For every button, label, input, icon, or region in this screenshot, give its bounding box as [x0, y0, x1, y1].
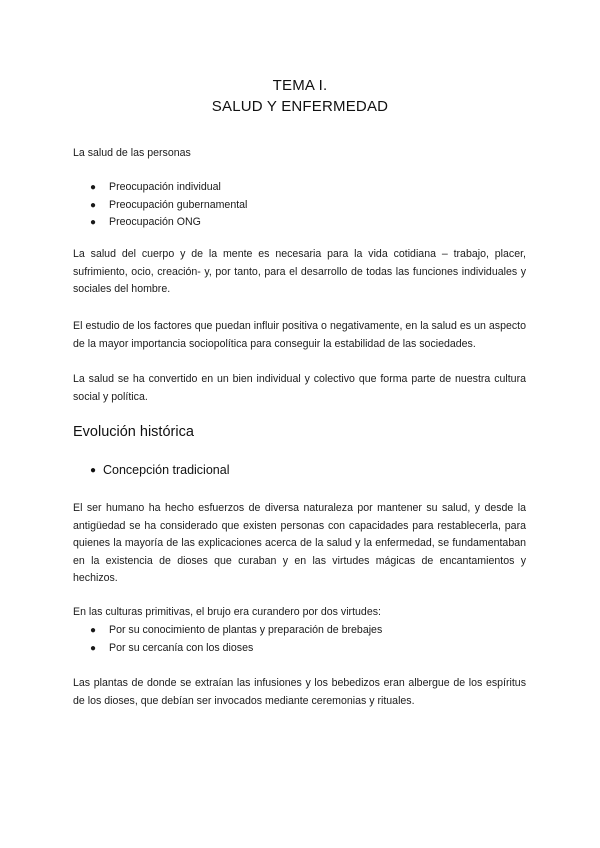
bullet-icon: ●	[90, 182, 97, 193]
concerns-list	[73, 179, 526, 232]
doc-title-line2: SALUD Y ENFERMEDAD	[211, 98, 389, 115]
list-item	[73, 622, 526, 640]
subsection-heading	[73, 463, 229, 477]
paragraph-primitive-cultures: En las culturas primitivas, el brujo era curandero por dos virtudes:	[73, 606, 381, 618]
list-item-text: Preocupación ONG	[109, 216, 201, 228]
list-item	[73, 179, 526, 197]
list-item-text: Preocupación individual	[109, 181, 221, 193]
bullet-icon: ●	[90, 199, 97, 211]
list-item-text: Preocupación gubernamental	[109, 198, 248, 211]
subsection-heading-text: Concepción tradicional	[103, 463, 230, 477]
list-item-text: Por su conocimiento de plantas y preparación de brebajes	[109, 624, 383, 636]
paragraph-health-good: La salud se ha convertido en un bien individual y colectivo que forma parte de nuestra cultura social y política.	[73, 373, 526, 403]
list-item-text: Por su cercanía con los dioses	[109, 641, 254, 654]
list-item	[73, 214, 526, 232]
paragraph-plants-spirits: Las plantas de donde se extraían las infusiones y los bebedizos eran albergue de los espíritus de los dioses, que debían ser invocados mediante ceremonias y rituales.	[73, 677, 526, 707]
bullet-icon: ●	[90, 217, 97, 228]
paragraph-health-factors: El estudio de los factores que puedan influir positiva o negativamente, en la salud es un aspecto de la mayor importancia sociopolítica para conseguir la estabilidad de las sociedades.	[73, 320, 526, 350]
paragraph-traditional-conception: El ser humano ha hecho esfuerzos de diversa naturaleza por mantener su salud, y desde la antigüedad se ha considerado que existen personas con capacidades para restablecerla, para quienes la mayoría de las explicaciones acerca de la salud y la enfermedad, se fundamentaban en la existencia de dioses que curaban y en las virtudes mágicas de encantamientos y hechizos.	[73, 502, 526, 584]
doc-title-line1: TEMA I.	[272, 77, 328, 94]
intro-text: La salud de las personas	[73, 147, 191, 159]
bullet-icon: ●	[90, 642, 97, 654]
paragraph-health-body-mind: La salud del cuerpo y de la mente es necesaria para la vida cotidiana – trabajo, placer, sufrimiento, ocio, creación- y, por tanto, para el desarrollo de todas las funciones individuales y sociales del hombre.	[73, 248, 526, 295]
virtues-list	[73, 622, 526, 657]
section-heading: Evolución histórica	[73, 424, 194, 440]
bullet-icon: ●	[90, 465, 97, 476]
list-item	[73, 197, 526, 215]
list-item	[73, 640, 526, 658]
bullet-icon: ●	[90, 625, 97, 636]
